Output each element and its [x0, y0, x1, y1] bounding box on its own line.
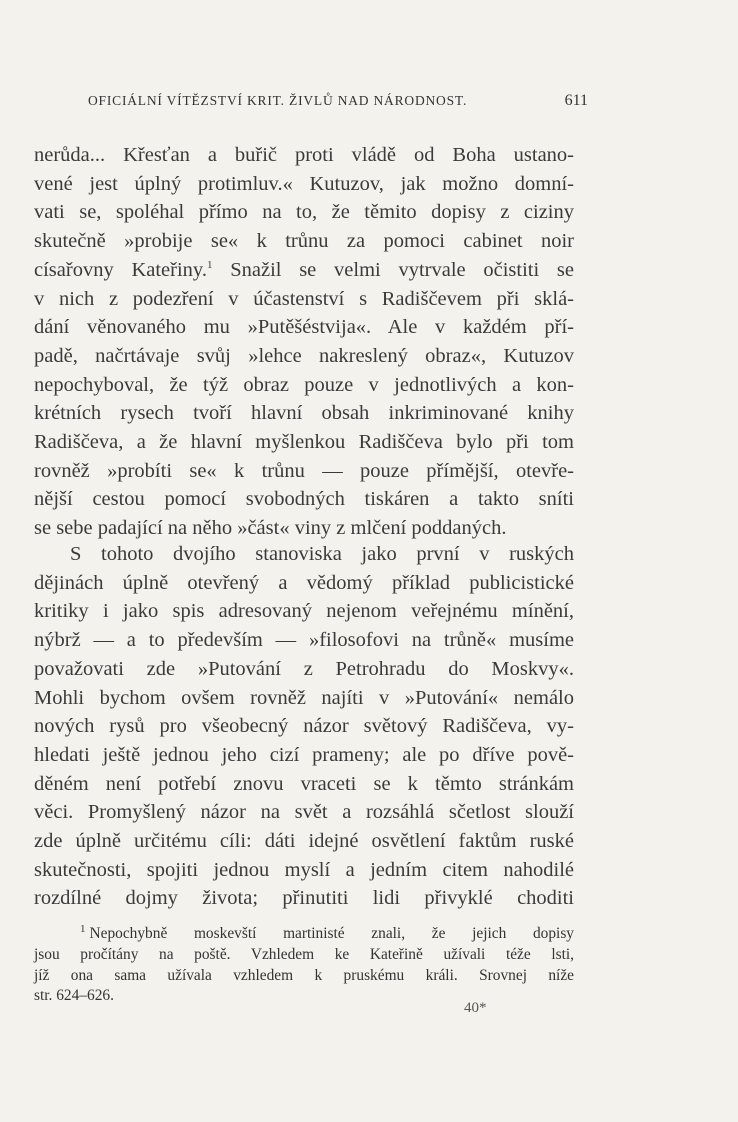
text-line: skutečně »probije se« k trůnu za pomoci cabinet noir — [34, 230, 574, 253]
page-number: 611 — [564, 92, 588, 109]
footnote-number: 1 — [80, 922, 86, 935]
text-line: zde úplně určitému cíli: dáti idejné osvětlení faktům ruské — [34, 830, 574, 853]
text-line: děném není potřebí znovu vraceti se k těmto stránkám — [34, 772, 574, 795]
footnote-line — [34, 924, 574, 945]
text-line: nýbrž — a to především — »filosofovi na trůně« musíme — [34, 629, 574, 652]
running-title: OFICIÁLNÍ VÍTĚZSTVÍ KRIT. ŽIVLŮ NAD NÁRODNOST. — [88, 93, 468, 108]
footnote-reference: 1 — [206, 258, 213, 271]
text-line: skutečnosti, spojiti jednou myslí a jedním citem nahodilé — [34, 858, 574, 881]
text-line: se sebe padající na něho »část« viny z mlčení poddaných. — [34, 517, 507, 540]
text-line: S tohoto dvojího stanoviska jako první v ruských — [70, 543, 574, 565]
text-line: rozdílné dojmy života; přinutiti lidi přivyklé choditi — [34, 887, 574, 910]
text-line: vené jest úplný protimluv.« Kutuzov, jak možno domní- — [34, 172, 574, 195]
text-line — [34, 256, 574, 285]
paragraph-2 — [34, 540, 574, 913]
text-line: nější cestou pomocí svobodných tiskáren a takto sníti — [34, 488, 574, 511]
signature-mark: 40* — [464, 1000, 487, 1016]
text-line: věci. Promyšlený názor na svět a rozsáhlá sčetlost slouží — [34, 801, 574, 824]
text-line: Mohli bychom ovšem rovněž najíti v »Putování« nemálo — [34, 686, 574, 709]
running-header — [88, 92, 588, 110]
text-line: dání věnovaného mu »Putěšéstvija«. Ale v každém pří- — [34, 316, 574, 339]
text-line: krétních rysech tvoří hlavní obsah inkriminované knihy — [34, 402, 574, 425]
text-segment: Snažil se velmi vytrvale očistiti se — [212, 258, 574, 281]
footnote-line: str. 624–626. — [34, 987, 114, 1005]
text-line: nepochyboval, že týž obraz pouze v jednotlivých a kon- — [34, 373, 574, 396]
text-line: rovněž »probíti se« k trůnu — pouze přímější, otevře- — [34, 459, 574, 482]
text-line: považovati zde »Putování z Petrohradu do Moskvy«. — [34, 657, 574, 680]
text-line: Radiščeva, a že hlavní myšlenkou Radiščeva bylo při tom — [34, 431, 574, 454]
text-line: dějinách úplně otevřený a vědomý příklad publicistické — [34, 571, 574, 594]
text-line: v nich z podezření v účastenství s Radiščevem při sklá- — [34, 287, 574, 310]
footnote — [34, 924, 574, 1007]
text-line: vati se, spoléhal přímo na to, že těmito dopisy z ciziny — [34, 201, 574, 224]
footnote-line: jsou pročítány na poště. Vzhledem ke Kateřině užívali téže lsti, — [34, 945, 574, 963]
paragraph-1 — [34, 141, 574, 543]
text-segment: císařovny Kateřiny. — [34, 258, 207, 281]
text-line: padě, načrtávaje svůj »lehce nakreslený obraz«, Kutuzov — [34, 344, 574, 367]
text-line: kritiky i jako spis adresovaný nejenom veřejnému mínění, — [34, 600, 574, 623]
text-line: nerůda... Křesťan a buřič proti vládě od Boha ustano- — [34, 144, 574, 166]
text-segment: Nepochybně moskevští martinisté znali, že jejich dopisy — [89, 925, 574, 942]
footnote-line: jíž ona sama užívala vzhledem k pruskému králi. Srovnej níže — [34, 966, 574, 984]
text-line: nových rysů pro všeobecný názor světový Radiščeva, vy- — [34, 715, 574, 738]
text-line: hledati ještě jednou jeho cizí prameny; ale po dříve pově- — [34, 743, 574, 766]
